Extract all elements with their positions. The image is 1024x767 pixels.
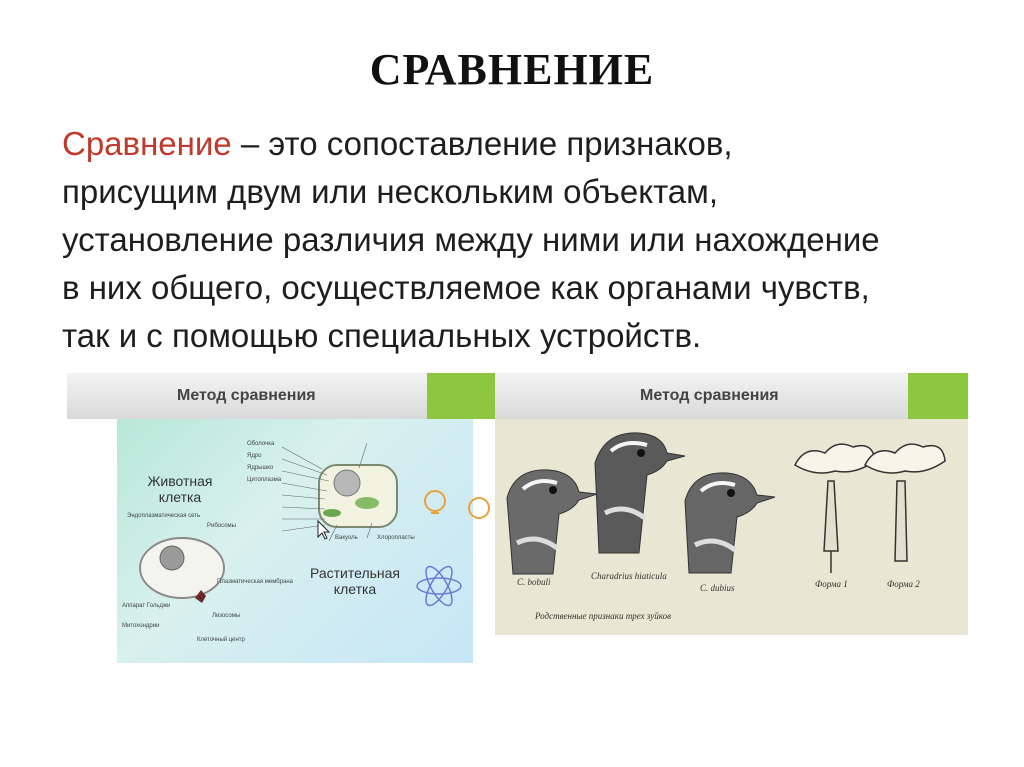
definition-line-4: в них общего, осуществляемое как органами чувств, (62, 269, 870, 306)
animal-cell-label: Животная клетка (147, 473, 213, 505)
cell-label-10: Плазматическая мембрана (217, 579, 294, 585)
cell-label-2: Ядрышко (247, 465, 274, 471)
flower-2 (865, 444, 945, 561)
flower-1 (795, 444, 875, 573)
cell-comparison-image (67, 373, 497, 667)
cell-label-12: Клеточный центр (197, 637, 245, 643)
cell-label-1: Ядро (247, 453, 262, 459)
birds-comparison-image (495, 373, 968, 635)
plant-cell-label: Растительная клетка (309, 565, 401, 597)
flower-caption-2: Форма 2 (887, 579, 920, 589)
bird-caption-3: C. dubius (700, 583, 735, 593)
cell-label-7: Рибосомы (207, 523, 236, 529)
birds-flowers-drawing (495, 373, 968, 635)
bird-caption-2: Charadrius hiaticula (591, 571, 667, 581)
definition-line-1: Сравнение – это сопоставление признаков, (62, 125, 733, 162)
right-image-header: Метод сравнения (495, 373, 968, 419)
cell-label-5: Хлоропласты (377, 535, 415, 541)
lightbulb-icon (425, 491, 445, 513)
definition-term: Сравнение (62, 125, 232, 162)
left-image-header: Метод сравнения (67, 373, 497, 419)
bird-head-3 (685, 473, 775, 573)
cell-label-9: Аппарат Гольджи (122, 603, 171, 609)
plant-cell (319, 465, 397, 527)
definition-line-2: присущим двум или нескольким объектам, (62, 173, 719, 210)
cell-label-8: Лизосомы (212, 613, 241, 619)
cell-label-3: Цитоплазма (247, 477, 282, 483)
slide-title: СРАВНЕНИЕ (369, 45, 655, 94)
microbe-icon (469, 498, 489, 518)
bird-head-2 (595, 433, 685, 553)
atom-icon (417, 563, 461, 609)
animal-cell (140, 538, 224, 603)
cell-label-6: Митохондрии (122, 623, 160, 629)
cell-label-4: Вакуоль (335, 535, 358, 541)
bird-caption-1: С. bobuli (517, 577, 551, 587)
definition-line-5: так и с помощью специальных устройств. (62, 317, 702, 354)
definition-paragraph (62, 120, 992, 360)
bird-head-1 (507, 470, 597, 574)
cell-label-11: Эндоплазматическая сеть (127, 513, 201, 519)
bottom-caption: Родственные признаки трех зуйков (535, 611, 672, 621)
definition-line-3: установление различия между ними или нахождение (62, 221, 880, 258)
cell-label-0: Оболочка (247, 441, 275, 447)
flower-caption-1: Форма 1 (815, 579, 848, 589)
